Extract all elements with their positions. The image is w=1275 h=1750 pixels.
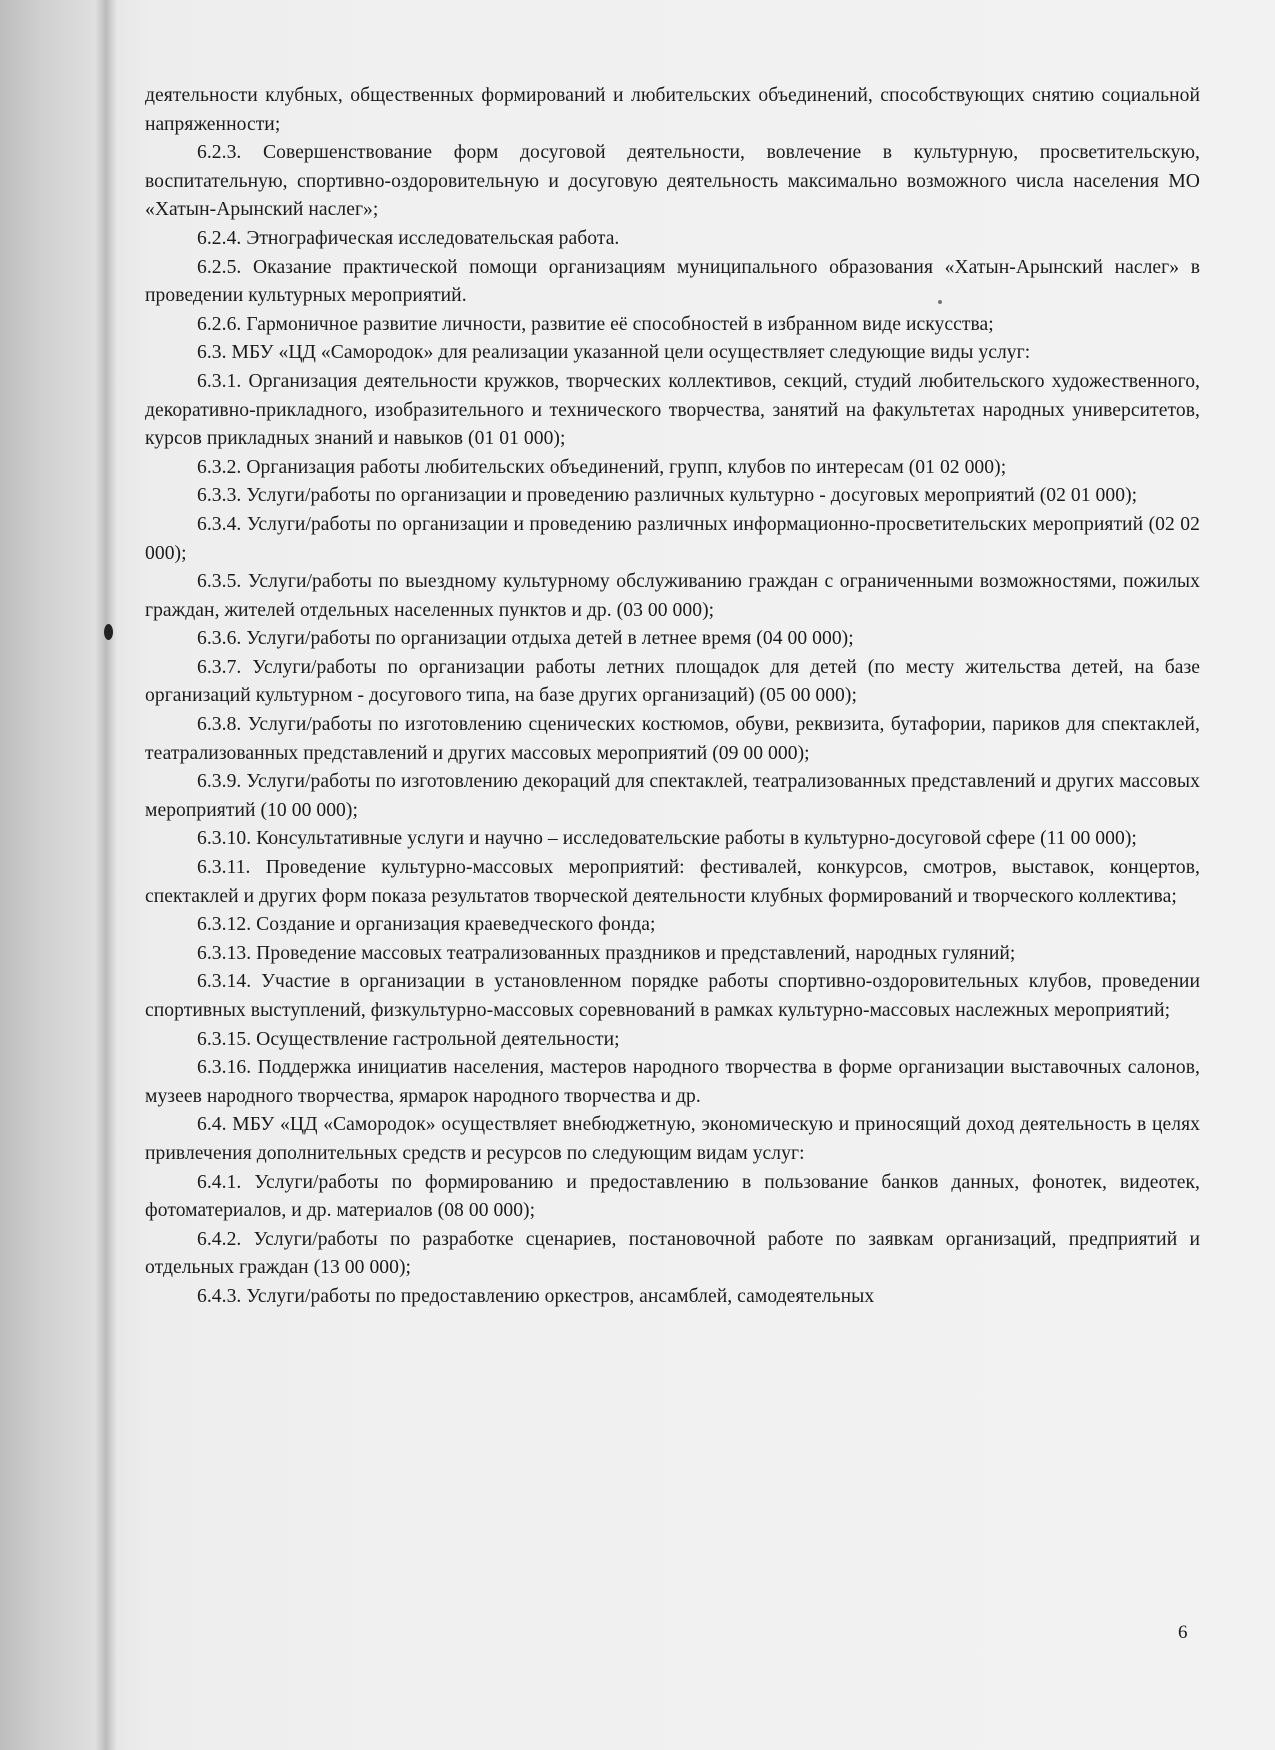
paragraph-6-3-10: 6.3.10. Консультативные услуги и научно – исследовательские работы в культурно-досуговой сфере (11 00 000);: [197, 828, 1137, 850]
paragraph-6-3-16: 6.3.16. Поддержка инициатив населения, мастеров народного творчества в форме организации выставочных салонов, музеев народного творчества, ярмарок народного творчества и др.: [145, 1057, 1200, 1107]
scan-speck: [938, 300, 942, 304]
paragraph-6-3-15: 6.3.15. Осуществление гастрольной деятельности;: [197, 1028, 620, 1050]
paragraph-6-4-2: 6.4.2. Услуги/работы по разработке сценариев, постановочной работе по заявкам организаций, предприятий и отдельных граждан (13 00 000);: [145, 1228, 1200, 1279]
paragraph-6-3: 6.3. МБУ «ЦД «Самородок» для реализации указанной цели осуществляет следующие виды услуг:: [197, 342, 1031, 364]
paragraph-6-3-7: 6.3.7. Услуги/работы по организации работы летних площадок для детей (по месту жительства детей, на базе организаций культурном - досугового типа, на базе других организаций) (05 00 000);: [145, 656, 1200, 707]
paragraph-6-4-1: 6.4.1. Услуги/работы по формированию и предоставлению в пользование банков данных, фонотек, видеотек, фотоматериалов, и др. материалов (08 00 000);: [145, 1171, 1200, 1222]
paragraph-6-3-13: 6.3.13. Проведение массовых театрализованных праздников и представлений, народных гуляний;: [197, 942, 1016, 964]
document-page: [145, 82, 1200, 1682]
paragraph-6-3-11: 6.3.11. Проведение культурно-массовых мероприятий: фестивалей, конкурсов, смотров, выставок, концертов, спектаклей и других форм показа результатов творческой деятельности клубных формирований и творческого коллектива;: [145, 857, 1200, 907]
paragraph-continuation: деятельности клубных, общественных формирований и любительских объединений, способствующих снятию социальной напряженности;: [145, 85, 1200, 135]
paragraph-6-4: 6.4. МБУ «ЦД «Самородок» осуществляет внебюджетную, экономическую и приносящий доход деятельность в целях привлечения дополнительных средств и ресурсов по следующим видам услуг:: [145, 1114, 1200, 1164]
paragraph-6-2-6: 6.2.6. Гармоничное развитие личности, развитие её способностей в избранном виде искусства;: [197, 313, 994, 335]
paragraph-6-2-5: 6.2.5. Оказание практической помощи организациям муниципального образования «Хатын-Арынский наслег» в проведении культурных мероприятий.: [145, 256, 1200, 307]
paragraph-6-3-9: 6.3.9. Услуги/работы по изготовлению декораций для спектаклей, театрализованных представлений и других массовых мероприятий (10 00 000);: [145, 771, 1200, 821]
paragraph-6-3-1: 6.3.1. Организация деятельности кружков, творческих коллективов, секций, студий любительского художественного, декоративно-прикладного, изобразительного и технического творчества, занятий на факультетах народных университетов, курсов прикладных знаний и навыков (01 01 000);: [145, 370, 1200, 450]
page-number: 6: [1178, 1622, 1188, 1643]
paragraph-6-3-5: 6.3.5. Услуги/работы по выездному культурному обслуживанию граждан с ограниченными возможностями, пожилых граждан, жителей отдельных населенных пунктов и др. (03 00 000);: [145, 571, 1200, 621]
paragraph-6-3-4: 6.3.4. Услуги/работы по организации и проведению различных информационно-просветительских мероприятий (02 02 000);: [145, 513, 1200, 564]
binding-shadow: [95, 0, 117, 1750]
paragraph-6-2-4: 6.2.4. Этнографическая исследовательская работа.: [197, 227, 620, 249]
paragraph-6-3-14: 6.3.14. Участие в организации в установленном порядке работы спортивно-оздоровительных клубов, проведении спортивных выступлений, физкультурно-массовых соревнований в рамках культурно-массовых наслежных мероприятий;: [145, 971, 1200, 1021]
paragraph-6-3-12: 6.3.12. Создание и организация краеведческого фонда;: [197, 914, 656, 936]
scan-speck: [104, 624, 113, 640]
paragraph-6-3-3: 6.3.3. Услуги/работы по организации и проведению различных культурно - досуговых мероприятий (02 01 000);: [197, 485, 1138, 507]
paragraph-6-2-3: 6.2.3. Совершенствование форм досуговой деятельности, вовлечение в культурную, просветительскую, воспитательную, спортивно-оздоровительную и досуговую деятельность максимально возможного числа населения МО «Хатын-Арынский наслег»;: [145, 142, 1200, 221]
paragraph-6-4-3: 6.4.3. Услуги/работы по предоставлению оркестров, ансамблей, самодеятельных: [197, 1285, 875, 1307]
paragraph-6-3-6: 6.3.6. Услуги/работы по организации отдыха детей в летнее время (04 00 000);: [197, 628, 854, 650]
paragraph-6-3-8: 6.3.8. Услуги/работы по изготовлению сценических костюмов, обуви, реквизита, бутафории, париков для спектаклей, театрализованных представлений и других массовых мероприятий (09 00 000);: [145, 714, 1200, 764]
paragraph-6-3-2: 6.3.2. Организация работы любительских объединений, групп, клубов по интересам (01 02 000);: [197, 456, 1007, 478]
